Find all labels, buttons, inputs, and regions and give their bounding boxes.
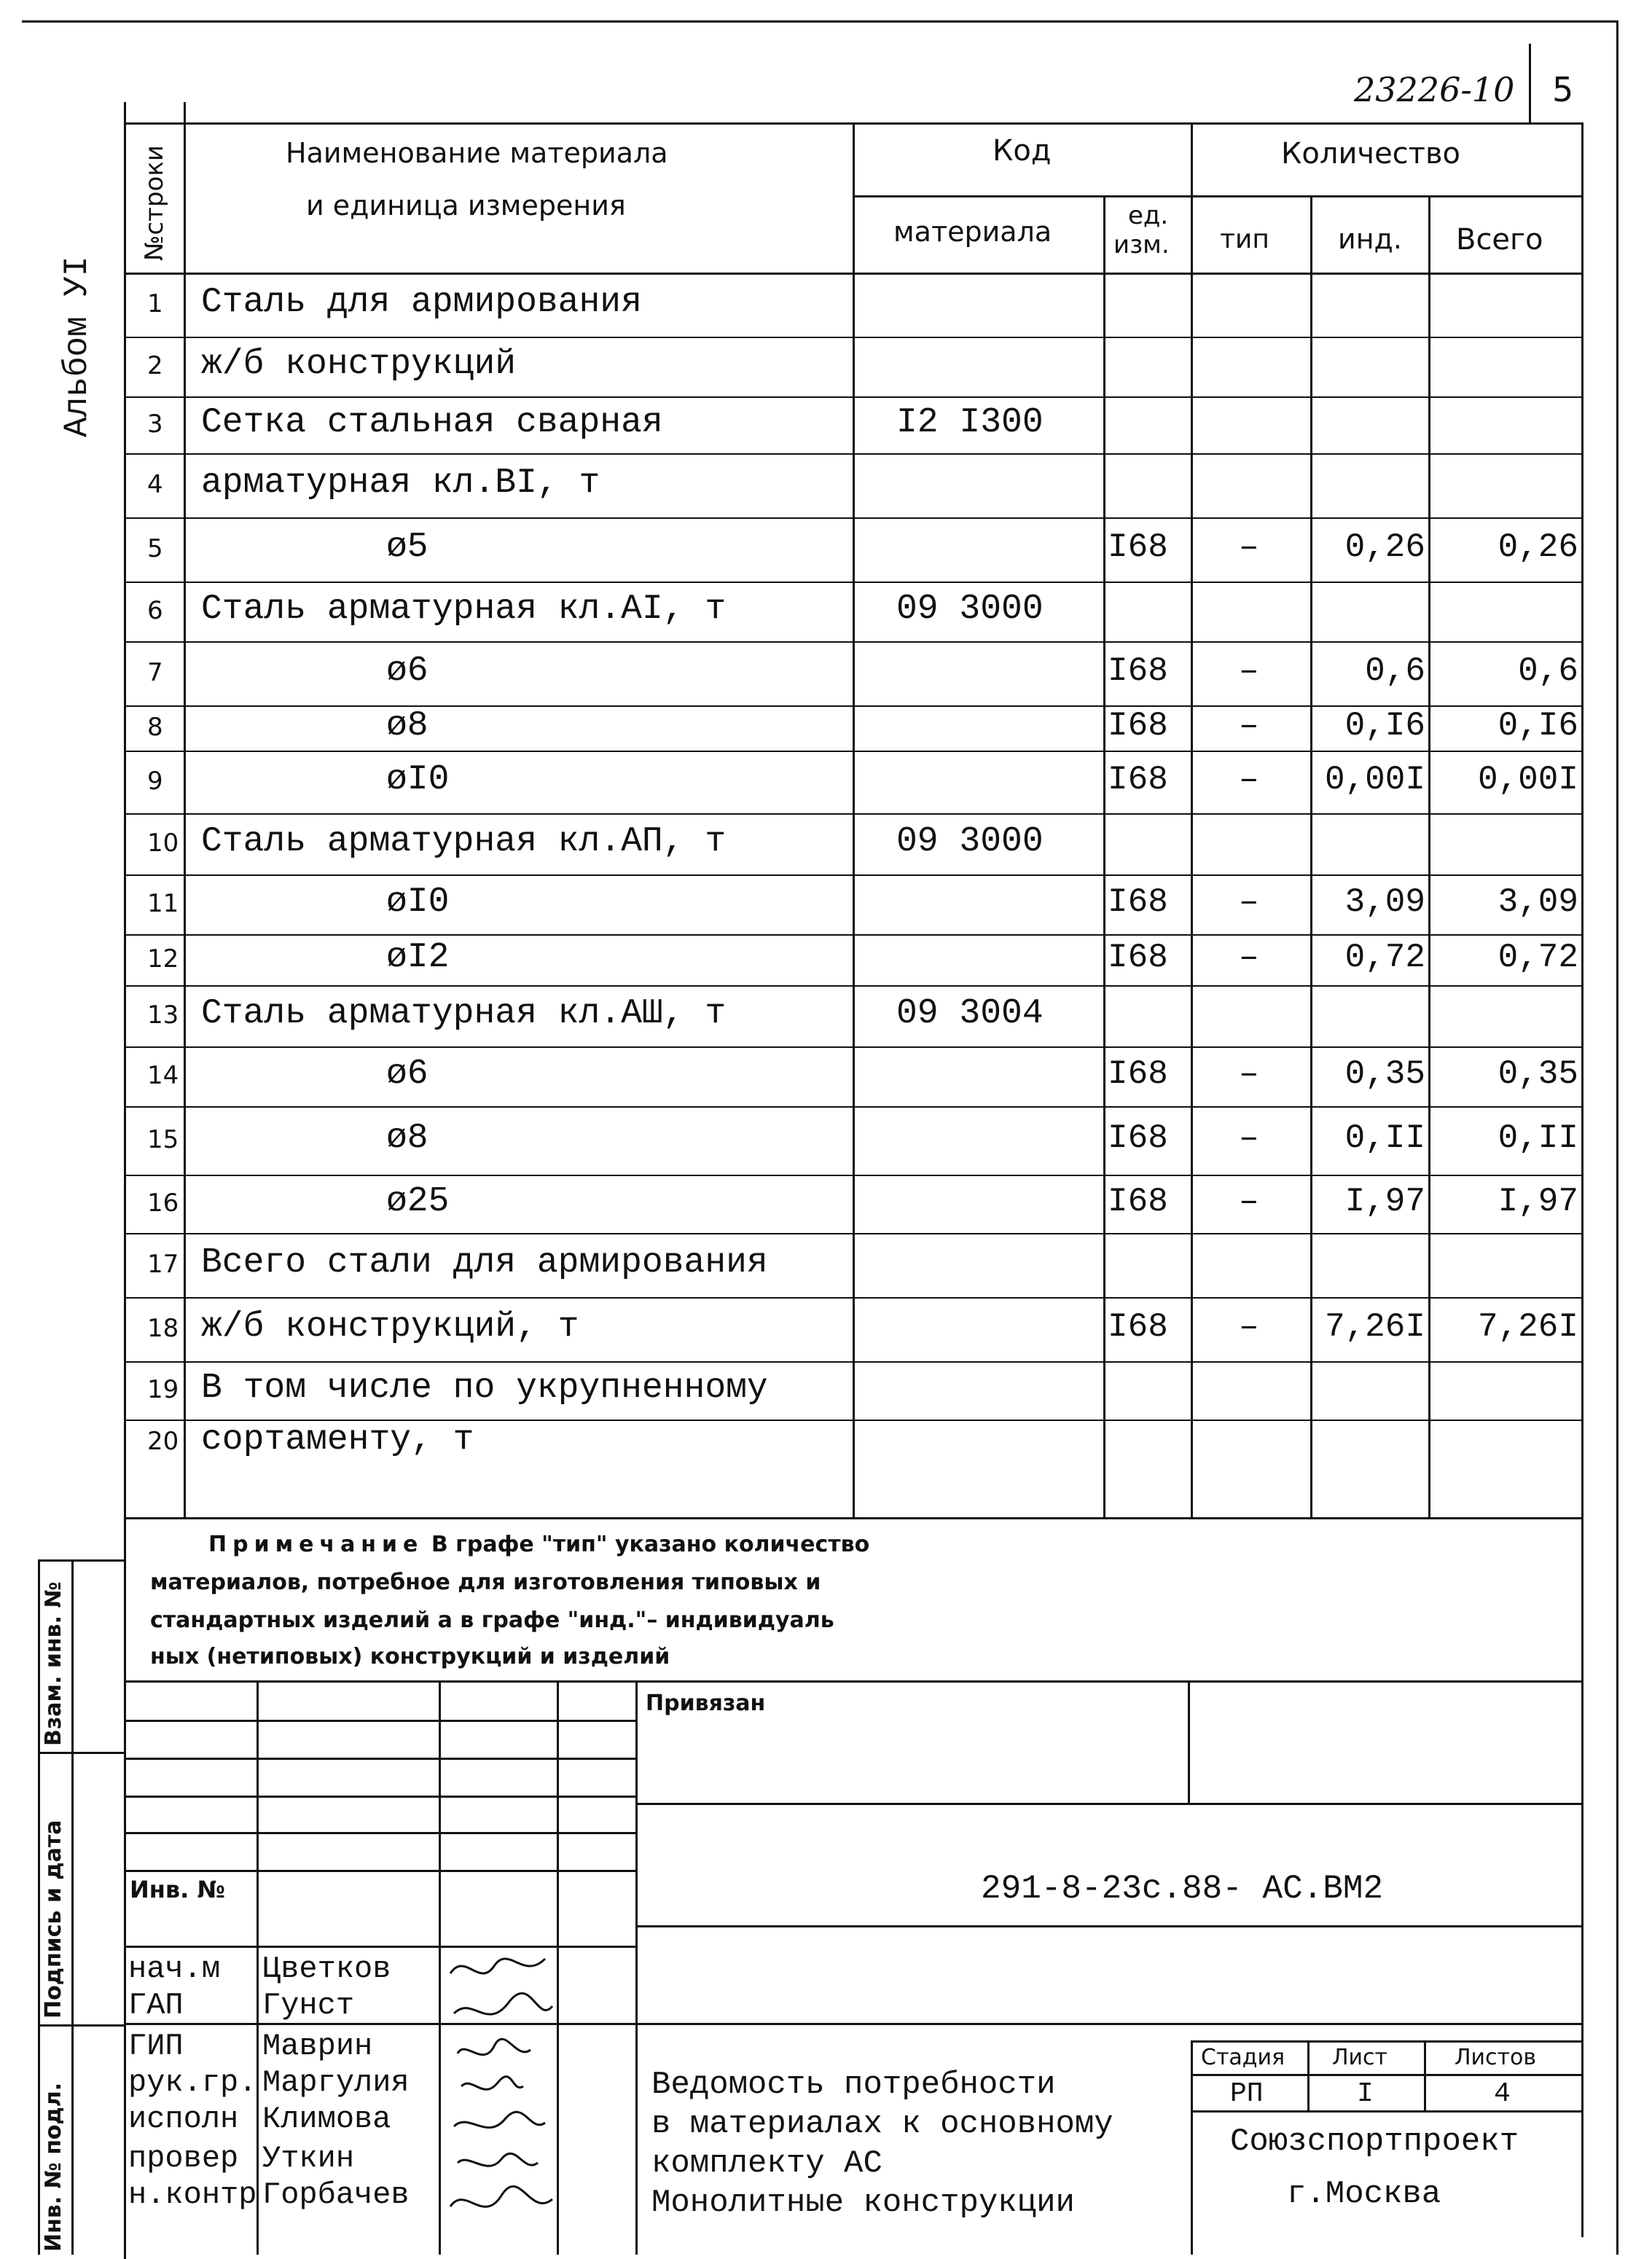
- cell-total: 0,35: [1498, 1055, 1578, 1094]
- table-right-border: [1581, 124, 1584, 2237]
- stamp-privyazan-right: [1188, 1680, 1190, 1803]
- col-rowno-right: [184, 102, 186, 1517]
- row-divider: [124, 453, 1584, 455]
- stamp-city: г.Москва: [1287, 2176, 1441, 2212]
- row-divider: [124, 1106, 1584, 1108]
- stage-header-bottom: [1191, 2074, 1584, 2076]
- cell-name: øI0: [386, 882, 450, 923]
- margin-top: [38, 1559, 125, 1562]
- cell-code: I2 I300: [896, 403, 1044, 443]
- note-line1: [208, 1532, 869, 1557]
- header-name-line1: Наименование материала: [286, 137, 668, 169]
- cell-type: –: [1239, 939, 1259, 977]
- cell-ind: 3,09: [1344, 883, 1425, 922]
- margin-podpis-data: Подпись и дата: [41, 1820, 66, 2019]
- cell-code: 09 3004: [896, 994, 1044, 1034]
- stage-sep-2: [1424, 2040, 1426, 2110]
- stamp-sheet-label: Лист: [1332, 2045, 1388, 2070]
- corner-separator: [1529, 44, 1531, 124]
- cell-total: I,97: [1498, 1183, 1578, 1221]
- cell-name: Сталь арматурная кл.AI, т: [201, 590, 727, 630]
- cell-type: –: [1239, 528, 1259, 567]
- cell-name: ø5: [386, 528, 428, 568]
- stage-block-top: [1191, 2040, 1584, 2043]
- staff-role: нач.м: [128, 1951, 221, 1986]
- stage-sep-1: [1307, 2040, 1310, 2110]
- cell-n: 5: [147, 533, 163, 563]
- staff-name: Климова: [262, 2102, 391, 2137]
- cell-type: –: [1239, 761, 1259, 799]
- stamp-stage-label: Стадия: [1201, 2045, 1285, 2070]
- margin-sep-1: [38, 1752, 125, 1754]
- cell-n: 9: [147, 766, 163, 796]
- stamp-left-row-2: [124, 1758, 635, 1760]
- cell-name: ø8: [386, 1119, 428, 1159]
- cell-n: 13: [147, 1000, 179, 1030]
- row-divider: [124, 1361, 1584, 1363]
- row-divider: [124, 1233, 1584, 1234]
- row-divider: [124, 337, 1584, 338]
- cell-n: 19: [147, 1374, 179, 1404]
- stage-block-left: [1191, 2040, 1193, 2255]
- page-right-border: [1616, 20, 1618, 2255]
- cell-ind: 0,26: [1344, 528, 1425, 567]
- col-unit-right: [1191, 124, 1193, 1517]
- stamp-top-line: [124, 1680, 1584, 1683]
- stamp-code-bottom: [635, 1925, 1584, 1927]
- album-label: Альбом УI: [58, 256, 96, 437]
- cell-ind: 7,26I: [1324, 1308, 1425, 1347]
- header-total: Всего: [1456, 223, 1543, 257]
- stamp-stage: РП: [1230, 2078, 1264, 2110]
- cell-type: –: [1239, 883, 1259, 922]
- header-code-material: материала: [893, 216, 1052, 248]
- cell-name: ø6: [386, 651, 428, 692]
- header-type: тип: [1220, 224, 1269, 254]
- cell-type: –: [1239, 1119, 1259, 1158]
- cell-ind: 0,6: [1365, 652, 1425, 691]
- cell-total: 0,I6: [1498, 707, 1578, 745]
- signatures: [443, 1944, 560, 2250]
- stamp-title-line1: Ведомость потребности: [651, 2067, 1056, 2103]
- row-divider: [124, 517, 1584, 519]
- cell-unit: I68: [1108, 707, 1168, 745]
- cell-total: 0,72: [1498, 939, 1578, 977]
- header-bottom-line: [124, 273, 1584, 275]
- header-row-number: №строки: [140, 145, 169, 261]
- row-divider: [124, 1297, 1584, 1299]
- col-ind-right: [1428, 195, 1430, 1517]
- cell-type: –: [1239, 707, 1259, 745]
- cell-n: 11: [147, 888, 179, 918]
- stamp-col-2: [439, 1680, 441, 2255]
- cell-unit: I68: [1108, 528, 1168, 567]
- cell-n: 14: [147, 1060, 179, 1090]
- cell-n: 10: [147, 828, 179, 858]
- cell-ind: 0,72: [1344, 939, 1425, 977]
- row-divider: [124, 1175, 1584, 1176]
- cell-name: ж/б конструкций, т: [201, 1307, 579, 1347]
- cell-ind: 0,I6: [1344, 707, 1425, 745]
- staff-role: ГИП: [128, 2029, 184, 2064]
- staff-role: исполн: [128, 2102, 239, 2137]
- margin-sep-2: [38, 2024, 125, 2027]
- cell-type: –: [1239, 1055, 1259, 1094]
- cell-unit: I68: [1108, 1119, 1168, 1158]
- cell-name: ж/б конструкций: [201, 345, 517, 385]
- cell-unit: I68: [1108, 652, 1168, 691]
- stamp-left-row-5: [124, 1870, 635, 1872]
- staff-name: Маргулия: [262, 2065, 410, 2100]
- header-mid-line: [853, 195, 1584, 197]
- cell-n: 12: [147, 944, 179, 974]
- cell-n: 16: [147, 1188, 179, 1218]
- cell-n: 17: [147, 1249, 179, 1279]
- cell-n: 4: [147, 469, 163, 499]
- staff-name: Горбачев: [262, 2177, 410, 2212]
- cell-code: 09 3000: [896, 590, 1044, 630]
- stamp-left-row-7: [124, 2023, 1584, 2025]
- cell-ind: 0,35: [1344, 1055, 1425, 1094]
- note-line3: стандартных изделий а в графе "инд."– индивидуаль: [150, 1608, 834, 1633]
- note-text-1: В графе "тип" указано количество: [431, 1532, 870, 1557]
- cell-total: 0,6: [1518, 652, 1578, 691]
- row-divider: [124, 582, 1584, 583]
- cell-name: В том числе по укрупненному: [201, 1369, 768, 1409]
- cell-n: 3: [147, 409, 163, 439]
- col-type-right: [1310, 195, 1312, 1517]
- cell-ind: I,97: [1344, 1183, 1425, 1221]
- cell-n: 2: [147, 351, 163, 380]
- header-unit-line2: изм.: [1113, 230, 1170, 259]
- cell-unit: I68: [1108, 1055, 1168, 1094]
- stamp-privyazan-bottom: [635, 1803, 1584, 1805]
- stamp-col-4: [635, 1680, 638, 2255]
- cell-unit: I68: [1108, 939, 1168, 977]
- cell-n: 7: [147, 657, 163, 687]
- margin-inv-podl: Инв. № подл.: [41, 2082, 66, 2252]
- cell-ind: 0,II: [1344, 1119, 1425, 1158]
- cell-name: øI0: [386, 760, 450, 800]
- cell-type: –: [1239, 1183, 1259, 1221]
- cell-name: Всего стали для армирования: [201, 1243, 768, 1283]
- cell-n: 6: [147, 595, 163, 625]
- staff-role: н.контр: [128, 2177, 257, 2212]
- row-divider: [124, 396, 1584, 398]
- header-quantity: Количество: [1281, 137, 1461, 171]
- stamp-inv-no: Инв. №: [130, 1876, 225, 1903]
- stamp-privyazan: Привязан: [646, 1691, 766, 1716]
- row-divider: [124, 641, 1584, 643]
- row-divider: [124, 934, 1584, 936]
- row-divider: [124, 813, 1584, 815]
- page-top-border: [22, 20, 1618, 23]
- header-name-line2: и единица измерения: [306, 189, 626, 222]
- stamp-doc-code: 291-8-23с.88- АС.ВМ2: [981, 1870, 1384, 1908]
- staff-role: рук.гр.: [128, 2065, 257, 2100]
- row-divider: [124, 1046, 1584, 1048]
- doc-number-handwritten: 23226-10: [1354, 70, 1515, 109]
- margin-inner-left: [71, 1559, 74, 2255]
- cell-name: øI2: [386, 938, 450, 978]
- cell-type: –: [1239, 652, 1259, 691]
- cell-unit: I68: [1108, 1183, 1168, 1221]
- header-code: Код: [993, 134, 1052, 168]
- note-line2: материалов, потребное для изготовления типовых и: [150, 1570, 821, 1595]
- row-divider: [124, 985, 1584, 987]
- cell-name: Сталь арматурная кл.AП, т: [201, 822, 727, 862]
- stamp-sheet: I: [1357, 2078, 1374, 2110]
- cell-n: 20: [147, 1426, 179, 1456]
- cell-code: 09 3000: [896, 822, 1044, 862]
- cell-total: 7,26I: [1477, 1308, 1578, 1347]
- stamp-col-1: [257, 1680, 259, 2255]
- cell-total: 3,09: [1498, 883, 1578, 922]
- margin-outer-left: [38, 1559, 40, 2255]
- note-label: Примечание: [208, 1532, 424, 1557]
- stamp-left-row-1: [124, 1720, 635, 1722]
- stamp-title-line3: комплекту АС: [651, 2145, 882, 2182]
- staff-name: Гунст: [262, 1988, 355, 2023]
- staff-name: Цветков: [262, 1951, 391, 1986]
- stage-values-bottom: [1191, 2110, 1584, 2113]
- stamp-org: Союзспортпроект: [1230, 2123, 1519, 2160]
- staff-name: Маврин: [262, 2029, 373, 2064]
- cell-n: 1: [147, 289, 163, 318]
- staff-role: ГАП: [128, 1988, 184, 2023]
- cell-type: –: [1239, 1308, 1259, 1347]
- cell-name: Сетка стальная сварная: [201, 403, 663, 443]
- stamp-title-line4: Монолитные конструкции: [651, 2185, 1075, 2221]
- cell-total: 0,00I: [1477, 761, 1578, 799]
- table-left-border: [124, 102, 126, 2259]
- header-top-line: [124, 122, 1584, 125]
- cell-name: ø25: [386, 1182, 450, 1222]
- cell-n: 8: [147, 712, 163, 742]
- row-divider: [124, 874, 1584, 876]
- cell-name: ø6: [386, 1054, 428, 1095]
- cell-n: 18: [147, 1313, 179, 1343]
- stamp-sheets: 4: [1494, 2078, 1511, 2110]
- cell-name: сортаменту, т: [201, 1420, 474, 1460]
- cell-n: 15: [147, 1124, 179, 1154]
- cell-total: 0,II: [1498, 1119, 1578, 1158]
- margin-vzam-inv: Взам. инв. №: [41, 1581, 66, 1746]
- row-divider: [124, 751, 1584, 752]
- cell-name: арматурная кл.BI, т: [201, 463, 600, 504]
- cell-unit: I68: [1108, 883, 1168, 922]
- stamp-title-line2: в материалах к основному: [651, 2106, 1113, 2142]
- page-number: 5: [1552, 70, 1574, 109]
- table-bottom-line: [124, 1517, 1584, 1519]
- col-name-right: [853, 124, 855, 1517]
- staff-role: провер: [128, 2141, 239, 2176]
- cell-ind: 0,00I: [1324, 761, 1425, 799]
- cell-total: 0,26: [1498, 528, 1578, 567]
- note-line4: ных (нетиповых) конструкций и изделий: [150, 1644, 670, 1669]
- stamp-left-row-4: [124, 1832, 635, 1834]
- stamp-sheets-label: Листов: [1455, 2045, 1537, 2070]
- cell-unit: I68: [1108, 1308, 1168, 1347]
- header-individual: инд.: [1338, 223, 1402, 255]
- stamp-left-row-3: [124, 1796, 635, 1798]
- cell-name: Сталь для армирования: [201, 283, 642, 323]
- staff-name: Уткин: [262, 2141, 355, 2176]
- cell-name: ø8: [386, 706, 428, 746]
- col-code-right: [1103, 195, 1105, 1517]
- header-unit-line1: ед.: [1128, 201, 1169, 230]
- cell-unit: I68: [1108, 761, 1168, 799]
- cell-name: Сталь арматурная кл.AШ, т: [201, 994, 727, 1034]
